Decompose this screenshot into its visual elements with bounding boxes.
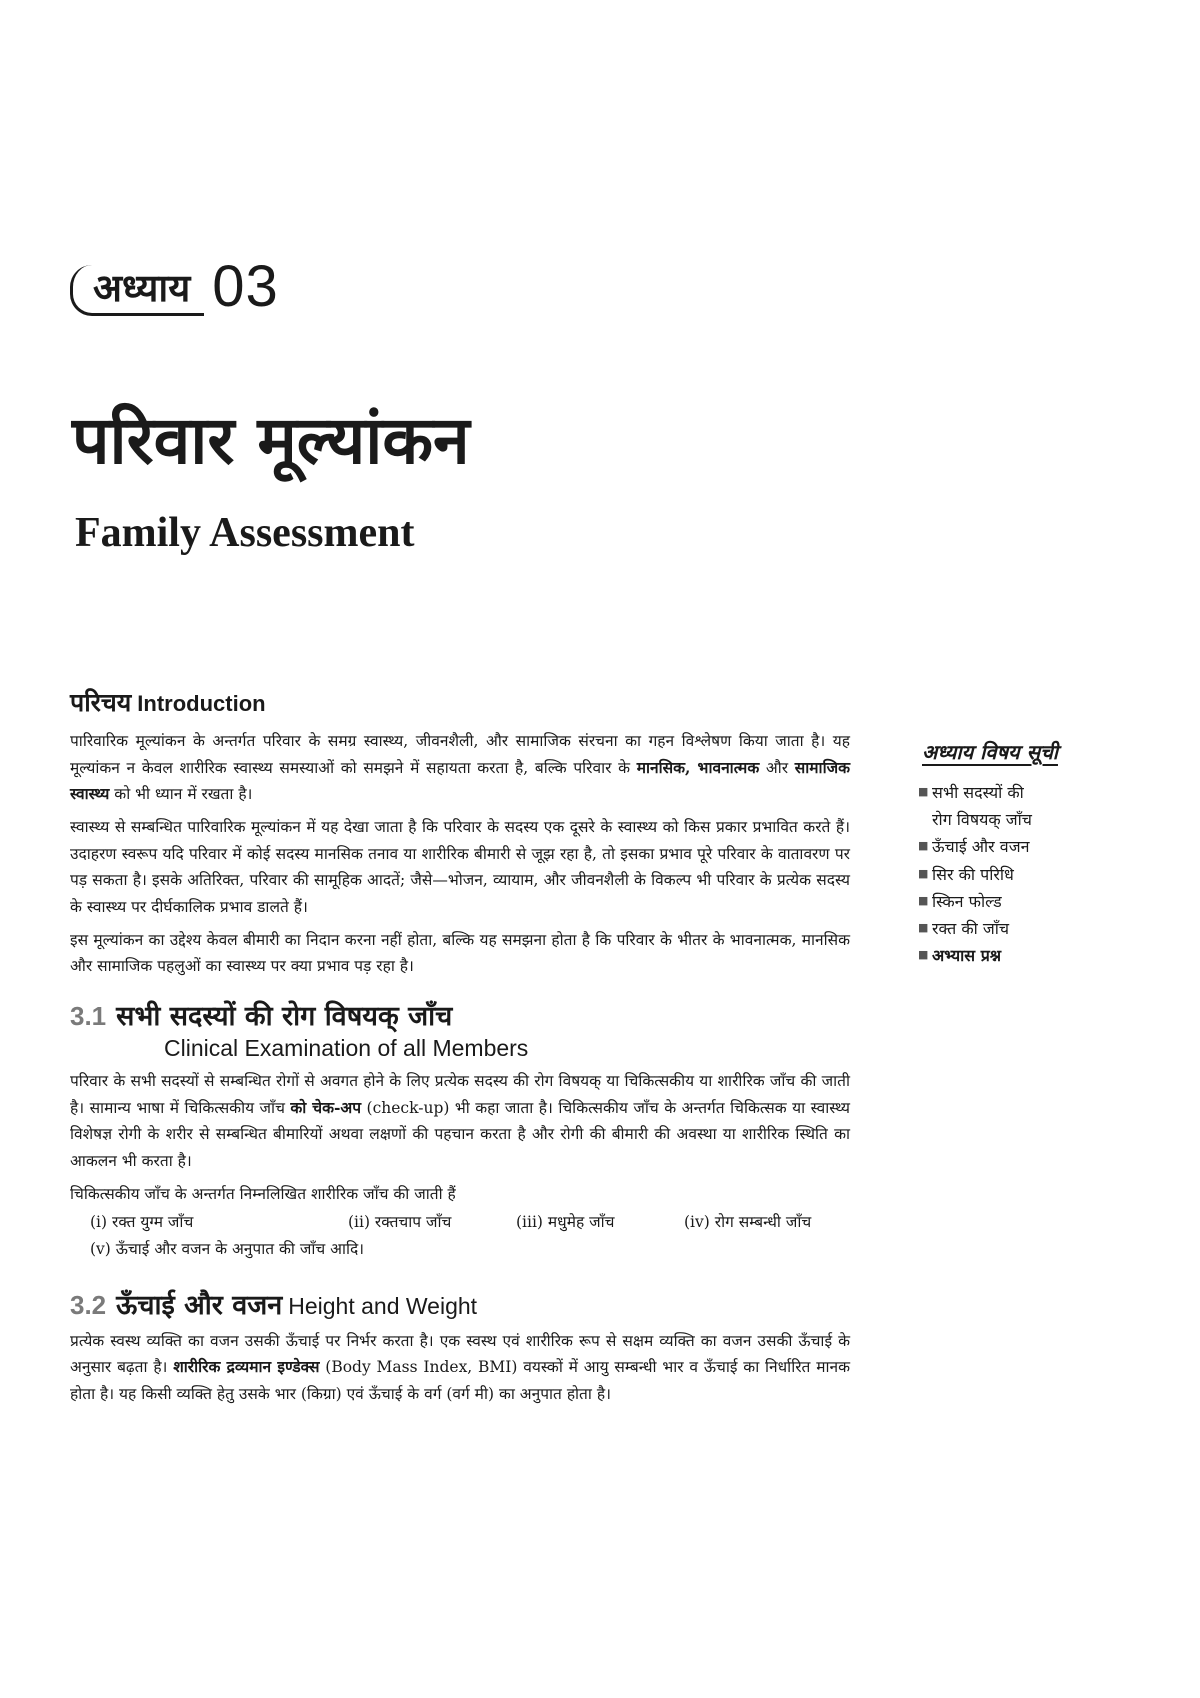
contents-item-continued (918, 806, 1158, 833)
contents-title: अध्याय विषय सूची (922, 740, 1058, 764)
list-item: (iv) रोग सम्बन्धी जाँच (684, 1213, 812, 1232)
text-run: (Body Mass Index, BMI) वयस्कों में आयु सम्बन्धी भार व ऊँचाई का निर्धारित मानक होता है। यह किसी व्यक्ति हेतु उसके भार (किग्रा) एवं ऊँचाई के वर्ग (वर्ग मी) का अनुपात होता है। (70, 1358, 850, 1403)
section-title-hindi: ऊँचाई और वजन (116, 1289, 283, 1321)
contents-item-label: सिर की परिधि (932, 864, 1014, 884)
bullet-icon: ■ (918, 839, 929, 853)
contents-item (918, 779, 1158, 806)
contents-item (918, 861, 1158, 888)
bold-run: मानसिक, भावनात्मक (636, 757, 760, 777)
text-run: को भी ध्यान में रखता है। (109, 785, 253, 804)
chapter-title-hindi: परिवार मूल्यांकन (72, 402, 470, 479)
contents-item-label: स्किन फोल्ड (932, 891, 1002, 911)
intro-paragraph-3: इस मूल्यांकन का उद्देश्य केवल बीमारी का निदान करना नहीं होता, बल्कि यह समझना होता है कि परिवार के भीतर के भावनात्मक, मानसिक और सामाजिक पहलुओं का स्वास्थ्य पर क्या प्रभाव पड़ रहा है। (70, 930, 850, 976)
section-number: 3.2 (70, 1289, 107, 1320)
intro-paragraph-2: स्वास्थ्य से सम्बन्धित पारिवारिक मूल्यांकन में यह देखा जाता है कि परिवार के सदस्य एक दूसरे के स्वास्थ्य को किस प्रकार प्रभावित करते हैं। उदाहरण स्वरूप यदि परिवार में कोई सदस्य मानसिक तनाव या शारीरिक बीमारी से जूझ रहा है, तो इसका प्रभाव पूरे परिवार के वातावरण पर पड़ सकता है। इसके अतिरिक्त, परिवार की सामूहिक आदतें; जैसे—भोजन, व्यायाम, और जीवनशैली के विकल्प भी परिवार के प्रत्येक सदस्य के स्वास्थ्य पर दीर्घकालिक प्रभाव डालते हैं। (70, 817, 850, 916)
bullet-icon: ■ (918, 948, 929, 962)
bold-run: शारीरिक द्रव्यमान इण्डेक्स (173, 1357, 320, 1377)
list-item: (ii) रक्तचाप जाँच (348, 1213, 452, 1232)
contents-item-label: रोग विषयक् जाँच (932, 810, 1032, 830)
bullet-icon: ■ (918, 893, 929, 907)
exam-list-row-2 (70, 1236, 850, 1263)
section-title-hindi: सभी सदस्यों की रोग विषयक् जाँच (116, 1000, 453, 1032)
bullet-icon: ■ (918, 866, 929, 880)
text-run: (check-up) भी कहा जाता है। चिकित्सकीय जाँच के अन्तर्गत चिकित्सक या स्वास्थ्य विशेषज्ञ रोगी के शरीर से सम्बन्धित बीमारियों अथवा लक्षणों की पहचान करता है और रोगी की बीमारी की अवस्था या शारीरिक स्थिति का आकलन भी करता है। (70, 1098, 850, 1170)
contents-item (918, 833, 1158, 860)
text-run: पारिवारिक मूल्यांकन के अन्तर्गत परिवार के समग्र स्वास्थ्य, जीवनशैली, और सामाजिक संरचना का गहन विश्लेषण किया जाता है। यह मूल्यांकन न केवल शारीरिक स्वास्थ्य समस्याओं को समझने में सहायता करता है, बल्कि परिवार के (70, 732, 850, 777)
section2-paragraph-1 (70, 1328, 850, 1408)
section-heading-3-1 (70, 996, 850, 1062)
section-title-english: Height and Weight (288, 1292, 478, 1319)
chapter-contents (918, 738, 1158, 969)
text-run: और (759, 758, 795, 777)
contents-item (918, 942, 1158, 969)
contents-item-label: सभी सदस्यों की (932, 783, 1024, 802)
chapter-word: अध्याय (70, 265, 204, 316)
contents-item-label: अभ्यास प्रश्न (932, 946, 1002, 966)
text-run: परिवार के सभी सदस्यों से सम्बन्धित रोगों से अवगत होने के लिए प्रत्येक सदस्य की रोग विषयक् या चिकित्सकीय या शारीरिक जाँच की जाती है। सामान्य भाषा में चिकित्सकीय जाँच (70, 1071, 850, 1117)
section1-paragraph-2: चिकित्सकीय जाँच के अन्तर्गत निम्नलिखित शारीरिक जाँच की जाती हैं (70, 1184, 456, 1203)
section-heading-3-2 (70, 1285, 850, 1322)
text-run: प्रत्येक स्वस्थ व्यक्ति का वजन उसकी ऊँचाई पर निर्भर करता है। एक स्वस्थ एवं शारीरिक रूप से सक्षम व्यक्ति का वजन उसकी ऊँचाई के अनुसार बढ़ता है। (70, 1331, 850, 1377)
intro-heading-hindi: परिचय (70, 688, 132, 717)
list-item: (v) ऊँचाई और वजन के अनुपात की जाँच आदि। (90, 1239, 365, 1258)
contents-item (918, 888, 1158, 915)
chapter-title-english: Family Assessment (75, 510, 415, 556)
chapter-tag (70, 254, 279, 319)
main-content (70, 688, 850, 1413)
intro-paragraph-1 (70, 728, 850, 808)
contents-item-label: रक्त की जाँच (932, 918, 1010, 938)
section-number: 3.1 (70, 1000, 107, 1031)
list-item: (i) रक्त युग्म जाँच (90, 1213, 194, 1232)
section1-paragraph-1 (70, 1068, 850, 1175)
list-item: (iii) मधुमेह जाँच (516, 1213, 615, 1232)
bold-run: सामाजिक स्वास्थ्य (70, 757, 850, 804)
contents-item (918, 915, 1158, 942)
bullet-icon: ■ (918, 785, 929, 798)
intro-heading (70, 688, 850, 718)
bullet-icon: ■ (918, 920, 929, 934)
chapter-number: 03 (212, 254, 279, 319)
intro-heading-english: Introduction (137, 691, 266, 716)
section-title-english: Clinical Examination of all Members (164, 1034, 529, 1061)
exam-list-row-1 (70, 1209, 850, 1236)
bold-run: को चेक-अप (290, 1097, 362, 1117)
contents-item-label: ऊँचाई और वजन (932, 837, 1030, 857)
